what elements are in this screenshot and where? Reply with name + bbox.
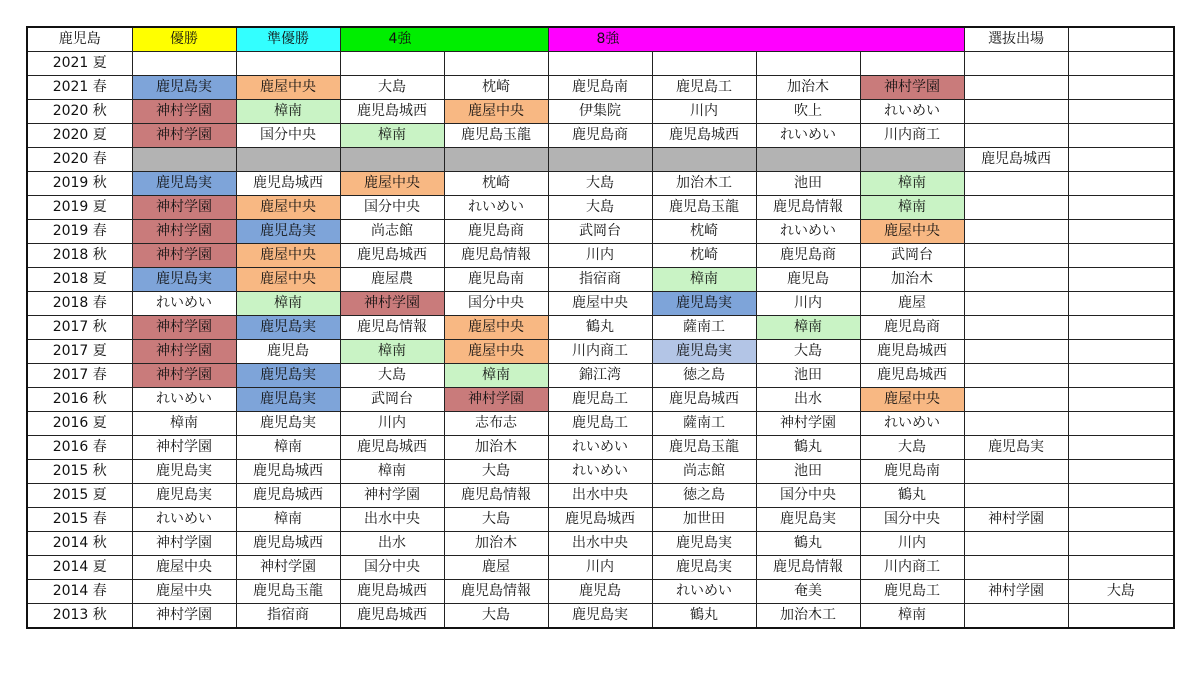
- row-label: 2020 春: [27, 148, 132, 172]
- school-cell: れいめい: [860, 100, 964, 124]
- school-cell: 鹿児島実: [132, 460, 236, 484]
- school-cell: れいめい: [444, 196, 548, 220]
- school-cell: 川内: [548, 244, 652, 268]
- school-cell: 池田: [756, 364, 860, 388]
- school-cell: 薩南工: [652, 316, 756, 340]
- school-cell: [1068, 316, 1174, 340]
- school-cell: れいめい: [132, 292, 236, 316]
- school-cell: 大島: [548, 172, 652, 196]
- row-label: 2020 夏: [27, 124, 132, 148]
- table-row: [27, 316, 1174, 340]
- table-row: [27, 556, 1174, 580]
- school-cell: [860, 148, 964, 172]
- school-cell: [236, 52, 340, 76]
- table-row: [27, 460, 1174, 484]
- school-cell: れいめい: [652, 580, 756, 604]
- school-cell: れいめい: [756, 124, 860, 148]
- school-cell: [1068, 196, 1174, 220]
- school-cell: 神村学園: [132, 244, 236, 268]
- school-cell: 鹿児島工: [548, 412, 652, 436]
- school-cell: [652, 52, 756, 76]
- school-cell: 鹿児島商: [756, 244, 860, 268]
- school-cell: 川内商工: [860, 124, 964, 148]
- school-cell: 鹿児島: [236, 340, 340, 364]
- school-cell: [132, 148, 236, 172]
- school-cell: 鹿児島実: [652, 292, 756, 316]
- table-row: [27, 580, 1174, 604]
- table-row: [27, 172, 1174, 196]
- table-row: [27, 52, 1174, 76]
- school-cell: 川内商工: [860, 556, 964, 580]
- school-cell: 鹿児島城西: [340, 100, 444, 124]
- school-cell: 鹿児島実: [756, 508, 860, 532]
- school-cell: [1068, 124, 1174, 148]
- school-cell: 神村学園: [236, 556, 340, 580]
- school-cell: 池田: [756, 460, 860, 484]
- school-cell: 鹿児島工: [860, 580, 964, 604]
- school-cell: 吹上: [756, 100, 860, 124]
- school-cell: 加治木工: [652, 172, 756, 196]
- school-cell: 枕崎: [444, 172, 548, 196]
- school-cell: 武岡台: [340, 388, 444, 412]
- school-cell: [964, 172, 1068, 196]
- school-cell: [756, 148, 860, 172]
- school-cell: [1068, 604, 1174, 629]
- school-cell: 川内: [652, 100, 756, 124]
- school-cell: 鹿児島実: [236, 316, 340, 340]
- row-label: 2016 夏: [27, 412, 132, 436]
- school-cell: 鹿児島工: [548, 388, 652, 412]
- school-cell: [964, 292, 1068, 316]
- school-cell: 奄美: [756, 580, 860, 604]
- row-label: 2015 秋: [27, 460, 132, 484]
- school-cell: 鹿児島実: [236, 388, 340, 412]
- table-row: [27, 436, 1174, 460]
- school-cell: 武岡台: [860, 244, 964, 268]
- header-blank: [1068, 27, 1174, 52]
- school-cell: 鹿屋: [860, 292, 964, 316]
- school-cell: [860, 52, 964, 76]
- school-cell: 鹿児島城西: [548, 508, 652, 532]
- school-cell: 大島: [340, 364, 444, 388]
- school-cell: 鹿児島城西: [860, 340, 964, 364]
- school-cell: [1068, 460, 1174, 484]
- row-label: 2014 春: [27, 580, 132, 604]
- school-cell: 出水中央: [548, 532, 652, 556]
- school-cell: 加治木: [756, 76, 860, 100]
- school-cell: [1068, 292, 1174, 316]
- school-cell: 鹿児島情報: [444, 484, 548, 508]
- results-table: [26, 26, 1175, 629]
- table-row: [27, 508, 1174, 532]
- school-cell: 出水中央: [548, 484, 652, 508]
- school-cell: [964, 220, 1068, 244]
- school-cell: 鹿児島南: [548, 76, 652, 100]
- row-label: 2019 夏: [27, 196, 132, 220]
- school-cell: 樟南: [236, 436, 340, 460]
- school-cell: 鶴丸: [756, 436, 860, 460]
- school-cell: [1068, 532, 1174, 556]
- school-cell: 鹿児島城西: [964, 148, 1068, 172]
- school-cell: [1068, 220, 1174, 244]
- school-cell: 加治木工: [756, 604, 860, 629]
- school-cell: 加治木: [860, 268, 964, 292]
- school-cell: 鹿児島情報: [756, 196, 860, 220]
- school-cell: 鹿屋中央: [548, 292, 652, 316]
- school-cell: 大島: [444, 604, 548, 629]
- school-cell: 鹿児島玉龍: [652, 436, 756, 460]
- school-cell: 国分中央: [340, 196, 444, 220]
- school-cell: 樟南: [756, 316, 860, 340]
- school-cell: 鹿児島実: [132, 268, 236, 292]
- school-cell: れいめい: [132, 388, 236, 412]
- school-cell: 鹿屋中央: [340, 172, 444, 196]
- row-label: 2017 秋: [27, 316, 132, 340]
- school-cell: [1068, 412, 1174, 436]
- school-cell: 徳之島: [652, 364, 756, 388]
- header-region: 鹿児島: [27, 27, 132, 52]
- school-cell: 薩南工: [652, 412, 756, 436]
- school-cell: 伊集院: [548, 100, 652, 124]
- school-cell: 神村学園: [132, 316, 236, 340]
- school-cell: 樟南: [652, 268, 756, 292]
- school-cell: 加世田: [652, 508, 756, 532]
- school-cell: [1068, 388, 1174, 412]
- school-cell: 鹿児島城西: [340, 580, 444, 604]
- school-cell: [1068, 76, 1174, 100]
- school-cell: 神村学園: [132, 436, 236, 460]
- school-cell: [1068, 172, 1174, 196]
- school-cell: 鹿児島城西: [860, 364, 964, 388]
- row-label: 2015 夏: [27, 484, 132, 508]
- school-cell: 樟南: [860, 172, 964, 196]
- school-cell: 国分中央: [860, 508, 964, 532]
- school-cell: れいめい: [756, 220, 860, 244]
- school-cell: 鹿屋中央: [444, 316, 548, 340]
- school-cell: 川内: [860, 532, 964, 556]
- school-cell: 樟南: [236, 292, 340, 316]
- school-cell: 鶴丸: [548, 316, 652, 340]
- school-cell: 国分中央: [756, 484, 860, 508]
- school-cell: 樟南: [340, 340, 444, 364]
- school-cell: 指宿商: [236, 604, 340, 629]
- school-cell: 鹿児島城西: [236, 172, 340, 196]
- row-label: 2019 秋: [27, 172, 132, 196]
- school-cell: 武岡台: [548, 220, 652, 244]
- school-cell: 大島: [756, 340, 860, 364]
- header-best4: 4強: [340, 27, 548, 52]
- school-cell: 神村学園: [132, 196, 236, 220]
- school-cell: 鹿屋中央: [236, 196, 340, 220]
- school-cell: 神村学園: [964, 508, 1068, 532]
- school-cell: 樟南: [860, 196, 964, 220]
- school-cell: 鹿屋: [444, 556, 548, 580]
- school-cell: 枕崎: [652, 244, 756, 268]
- school-cell: れいめい: [548, 436, 652, 460]
- header-runner-up: 準優勝: [236, 27, 340, 52]
- school-cell: 鹿児島商: [860, 316, 964, 340]
- school-cell: 錦江湾: [548, 364, 652, 388]
- school-cell: 鹿児島実: [132, 172, 236, 196]
- school-cell: 志布志: [444, 412, 548, 436]
- school-cell: [340, 148, 444, 172]
- school-cell: 鹿児島城西: [236, 460, 340, 484]
- school-cell: 鹿児島情報: [444, 244, 548, 268]
- school-cell: [652, 148, 756, 172]
- school-cell: 川内商工: [548, 340, 652, 364]
- school-cell: 鹿児島南: [860, 460, 964, 484]
- school-cell: [236, 148, 340, 172]
- school-cell: 指宿商: [548, 268, 652, 292]
- row-label: 2018 秋: [27, 244, 132, 268]
- school-cell: 鹿屋中央: [236, 76, 340, 100]
- school-cell: [964, 124, 1068, 148]
- table-row: [27, 532, 1174, 556]
- table-row: [27, 604, 1174, 629]
- school-cell: 鹿児島実: [652, 532, 756, 556]
- school-cell: 神村学園: [964, 580, 1068, 604]
- school-cell: [964, 100, 1068, 124]
- row-label: 2017 春: [27, 364, 132, 388]
- table-row: [27, 484, 1174, 508]
- row-label: 2021 春: [27, 76, 132, 100]
- school-cell: 鹿屋中央: [444, 100, 548, 124]
- school-cell: 大島: [860, 436, 964, 460]
- school-cell: 鹿屋農: [340, 268, 444, 292]
- school-cell: [1068, 484, 1174, 508]
- table-row: [27, 220, 1174, 244]
- school-cell: [964, 52, 1068, 76]
- school-cell: [964, 316, 1068, 340]
- school-cell: 鹿児島玉龍: [652, 196, 756, 220]
- school-cell: 神村学園: [132, 220, 236, 244]
- school-cell: [1068, 268, 1174, 292]
- school-cell: 鹿児島実: [132, 484, 236, 508]
- school-cell: 鹿児島実: [236, 412, 340, 436]
- row-label: 2013 秋: [27, 604, 132, 629]
- school-cell: 樟南: [444, 364, 548, 388]
- school-cell: 鹿児島情報: [340, 316, 444, 340]
- school-cell: [1068, 556, 1174, 580]
- header-best8: 8強: [548, 27, 964, 52]
- school-cell: 鶴丸: [860, 484, 964, 508]
- school-cell: 樟南: [132, 412, 236, 436]
- table-row: [27, 100, 1174, 124]
- school-cell: 鹿児島商: [444, 220, 548, 244]
- school-cell: 枕崎: [444, 76, 548, 100]
- school-cell: 枕崎: [652, 220, 756, 244]
- school-cell: 川内: [548, 556, 652, 580]
- school-cell: 鹿児島実: [236, 364, 340, 388]
- row-label: 2014 夏: [27, 556, 132, 580]
- school-cell: 神村学園: [132, 124, 236, 148]
- school-cell: [964, 364, 1068, 388]
- school-cell: れいめい: [548, 460, 652, 484]
- school-cell: 出水: [756, 388, 860, 412]
- header-senbatsu: 選抜出場: [964, 27, 1068, 52]
- school-cell: 樟南: [340, 460, 444, 484]
- school-cell: 加治木: [444, 532, 548, 556]
- school-cell: [964, 268, 1068, 292]
- row-label: 2016 春: [27, 436, 132, 460]
- school-cell: [964, 460, 1068, 484]
- school-cell: 大島: [444, 508, 548, 532]
- school-cell: 鹿児島城西: [340, 604, 444, 629]
- school-cell: [964, 340, 1068, 364]
- school-cell: [1068, 508, 1174, 532]
- school-cell: 鹿児島城西: [236, 532, 340, 556]
- school-cell: 神村学園: [132, 100, 236, 124]
- school-cell: 鹿児島実: [652, 340, 756, 364]
- table-row: [27, 292, 1174, 316]
- school-cell: 神村学園: [132, 340, 236, 364]
- school-cell: 大島: [1068, 580, 1174, 604]
- table-row: [27, 124, 1174, 148]
- school-cell: 鹿児島: [756, 268, 860, 292]
- school-cell: 国分中央: [340, 556, 444, 580]
- school-cell: 鶴丸: [652, 604, 756, 629]
- school-cell: [964, 244, 1068, 268]
- school-cell: 鹿児島実: [132, 76, 236, 100]
- school-cell: 鹿児島南: [444, 268, 548, 292]
- school-cell: 鹿児島玉龍: [236, 580, 340, 604]
- school-cell: 鹿児島実: [236, 220, 340, 244]
- school-cell: 樟南: [860, 604, 964, 629]
- school-cell: 鹿児島城西: [236, 484, 340, 508]
- school-cell: 大島: [548, 196, 652, 220]
- school-cell: 鹿児島城西: [652, 388, 756, 412]
- school-cell: [964, 412, 1068, 436]
- table-row: [27, 340, 1174, 364]
- row-label: 2021 夏: [27, 52, 132, 76]
- school-cell: [964, 484, 1068, 508]
- school-cell: [964, 76, 1068, 100]
- table-row: [27, 244, 1174, 268]
- school-cell: 鹿児島玉龍: [444, 124, 548, 148]
- school-cell: 徳之島: [652, 484, 756, 508]
- row-label: 2015 春: [27, 508, 132, 532]
- school-cell: [1068, 148, 1174, 172]
- school-cell: [132, 52, 236, 76]
- school-cell: [964, 388, 1068, 412]
- table-row: [27, 76, 1174, 100]
- school-cell: 鹿屋中央: [132, 580, 236, 604]
- school-cell: 鹿屋中央: [860, 220, 964, 244]
- school-cell: 鹿屋中央: [236, 244, 340, 268]
- school-cell: 樟南: [340, 124, 444, 148]
- school-cell: 池田: [756, 172, 860, 196]
- school-cell: 鹿屋中央: [236, 268, 340, 292]
- school-cell: 国分中央: [444, 292, 548, 316]
- school-cell: [1068, 52, 1174, 76]
- school-cell: れいめい: [860, 412, 964, 436]
- school-cell: [1068, 100, 1174, 124]
- school-cell: [1068, 436, 1174, 460]
- school-cell: 出水中央: [340, 508, 444, 532]
- school-cell: [548, 52, 652, 76]
- row-label: 2019 春: [27, 220, 132, 244]
- school-cell: 鹿児島情報: [756, 556, 860, 580]
- school-cell: 鹿児島城西: [340, 244, 444, 268]
- table-row: [27, 364, 1174, 388]
- school-cell: 大島: [444, 460, 548, 484]
- school-cell: [964, 196, 1068, 220]
- school-cell: 神村学園: [444, 388, 548, 412]
- school-cell: [964, 556, 1068, 580]
- school-cell: [756, 52, 860, 76]
- table-row: [27, 388, 1174, 412]
- school-cell: 鶴丸: [756, 532, 860, 556]
- school-cell: 鹿屋中央: [444, 340, 548, 364]
- row-label: 2018 春: [27, 292, 132, 316]
- header-champion: 優勝: [132, 27, 236, 52]
- school-cell: 大島: [340, 76, 444, 100]
- school-cell: 神村学園: [340, 484, 444, 508]
- school-cell: 鹿児島城西: [340, 436, 444, 460]
- row-label: 2017 夏: [27, 340, 132, 364]
- row-label: 2014 秋: [27, 532, 132, 556]
- row-label: 2018 夏: [27, 268, 132, 292]
- school-cell: 国分中央: [236, 124, 340, 148]
- school-cell: 神村学園: [132, 364, 236, 388]
- school-cell: 神村学園: [756, 412, 860, 436]
- school-cell: [548, 148, 652, 172]
- school-cell: 鹿児島情報: [444, 580, 548, 604]
- school-cell: 神村学園: [340, 292, 444, 316]
- school-cell: れいめい: [132, 508, 236, 532]
- school-cell: 鹿児島実: [652, 556, 756, 580]
- school-cell: [1068, 364, 1174, 388]
- school-cell: [444, 52, 548, 76]
- school-cell: [964, 604, 1068, 629]
- school-cell: 鹿屋中央: [860, 388, 964, 412]
- table-row: [27, 412, 1174, 436]
- school-cell: [340, 52, 444, 76]
- school-cell: 鹿児島: [548, 580, 652, 604]
- school-cell: 尚志館: [652, 460, 756, 484]
- school-cell: 鹿児島商: [548, 124, 652, 148]
- school-cell: 出水: [340, 532, 444, 556]
- school-cell: 尚志館: [340, 220, 444, 244]
- row-label: 2020 秋: [27, 100, 132, 124]
- school-cell: [1068, 340, 1174, 364]
- table-row: [27, 148, 1174, 172]
- school-cell: 神村学園: [132, 532, 236, 556]
- school-cell: 樟南: [236, 508, 340, 532]
- school-cell: 川内: [756, 292, 860, 316]
- school-cell: 鹿児島城西: [652, 124, 756, 148]
- school-cell: 鹿屋中央: [132, 556, 236, 580]
- school-cell: 神村学園: [132, 604, 236, 629]
- school-cell: [444, 148, 548, 172]
- school-cell: 鹿児島工: [652, 76, 756, 100]
- school-cell: 川内: [340, 412, 444, 436]
- table-row: [27, 196, 1174, 220]
- row-label: 2016 秋: [27, 388, 132, 412]
- school-cell: 鹿児島実: [548, 604, 652, 629]
- school-cell: 神村学園: [860, 76, 964, 100]
- school-cell: 樟南: [236, 100, 340, 124]
- header-row: [27, 27, 1174, 52]
- table-row: [27, 268, 1174, 292]
- school-cell: 鹿児島実: [964, 436, 1068, 460]
- school-cell: 加治木: [444, 436, 548, 460]
- school-cell: [964, 532, 1068, 556]
- school-cell: [1068, 244, 1174, 268]
